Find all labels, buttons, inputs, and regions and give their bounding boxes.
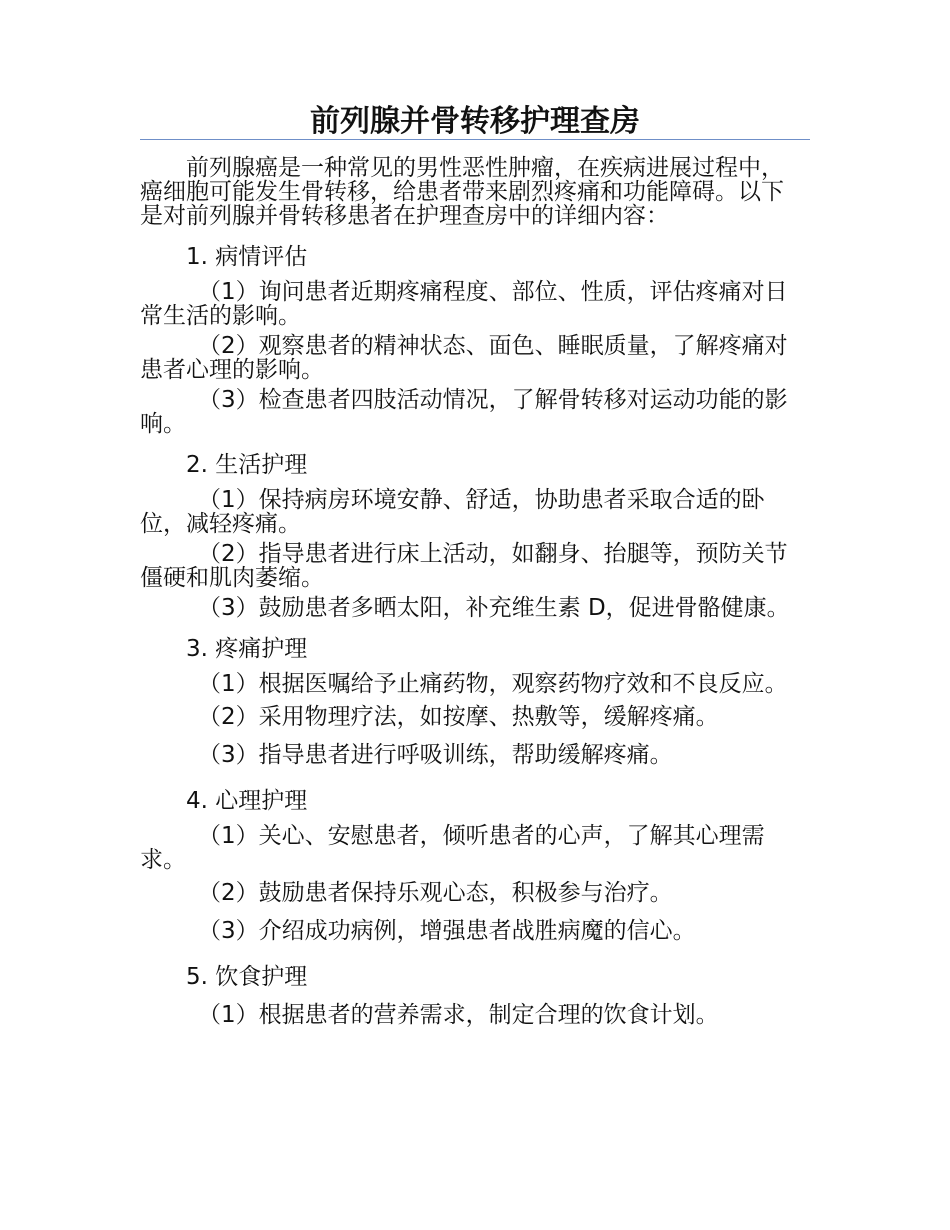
section-heading: 2. 生活护理	[186, 452, 308, 478]
list-item: （1）根据患者的营养需求，制定合理的饮食计划。	[198, 1002, 719, 1028]
section-psychological-care	[140, 784, 800, 948]
list-item: （2）鼓励患者保持乐观心态，积极参与治疗。	[198, 880, 673, 906]
section-pain-care	[140, 632, 800, 772]
list-item: （3）鼓励患者多晒太阳，补充维生素 D，促进骨骼健康。	[198, 595, 790, 621]
list-item: （3）介绍成功病例，增强患者战胜病魔的信心。	[198, 918, 696, 944]
section-heading: 5. 饮食护理	[186, 964, 308, 990]
title-underline	[140, 139, 810, 140]
intro-paragraph: 前列腺癌是一种常见的男性恶性肿瘤，在疾病进展过程中，癌细胞可能发生骨转移，给患者带来剧烈疼痛和功能障碍。以下是对前列腺并骨转移患者在护理查房中的详细内容：	[140, 155, 784, 229]
list-item: （1）关心、安慰患者，倾听患者的心声，了解其心理需求。	[140, 823, 765, 873]
document-title: 前列腺并骨转移护理查房	[310, 104, 640, 139]
section-heading: 4. 心理护理	[186, 788, 308, 814]
section-heading: 3. 疼痛护理	[186, 636, 308, 662]
list-item: （1）根据医嘱给予止痛药物，观察药物疗效和不良反应。	[198, 671, 788, 697]
document-body	[140, 156, 800, 1032]
list-item: （1）保持病房环境安静、舒适，协助患者采取合适的卧位，减轻疼痛。	[140, 487, 765, 537]
list-item: （2）采用物理疗法，如按摩、热敷等，缓解疼痛。	[198, 704, 719, 730]
list-item: （3）检查患者四肢活动情况，了解骨转移对运动功能的影响。	[140, 387, 788, 437]
list-item: （3）指导患者进行呼吸训练，帮助缓解疼痛。	[198, 742, 673, 768]
list-item: （1）询问患者近期疼痛程度、部位、性质，评估疼痛对日常生活的影响。	[140, 279, 788, 329]
section-daily-care	[140, 448, 800, 620]
section-diet-care	[140, 960, 800, 1032]
section-condition-assessment	[140, 240, 800, 436]
list-item: （2）观察患者的精神状态、面色、睡眠质量，了解疼痛对患者心理的影响。	[140, 333, 788, 383]
list-item: （2）指导患者进行床上活动，如翻身、抬腿等，预防关节僵硬和肌肉萎缩。	[140, 541, 788, 591]
section-heading: 1. 病情评估	[186, 244, 308, 270]
